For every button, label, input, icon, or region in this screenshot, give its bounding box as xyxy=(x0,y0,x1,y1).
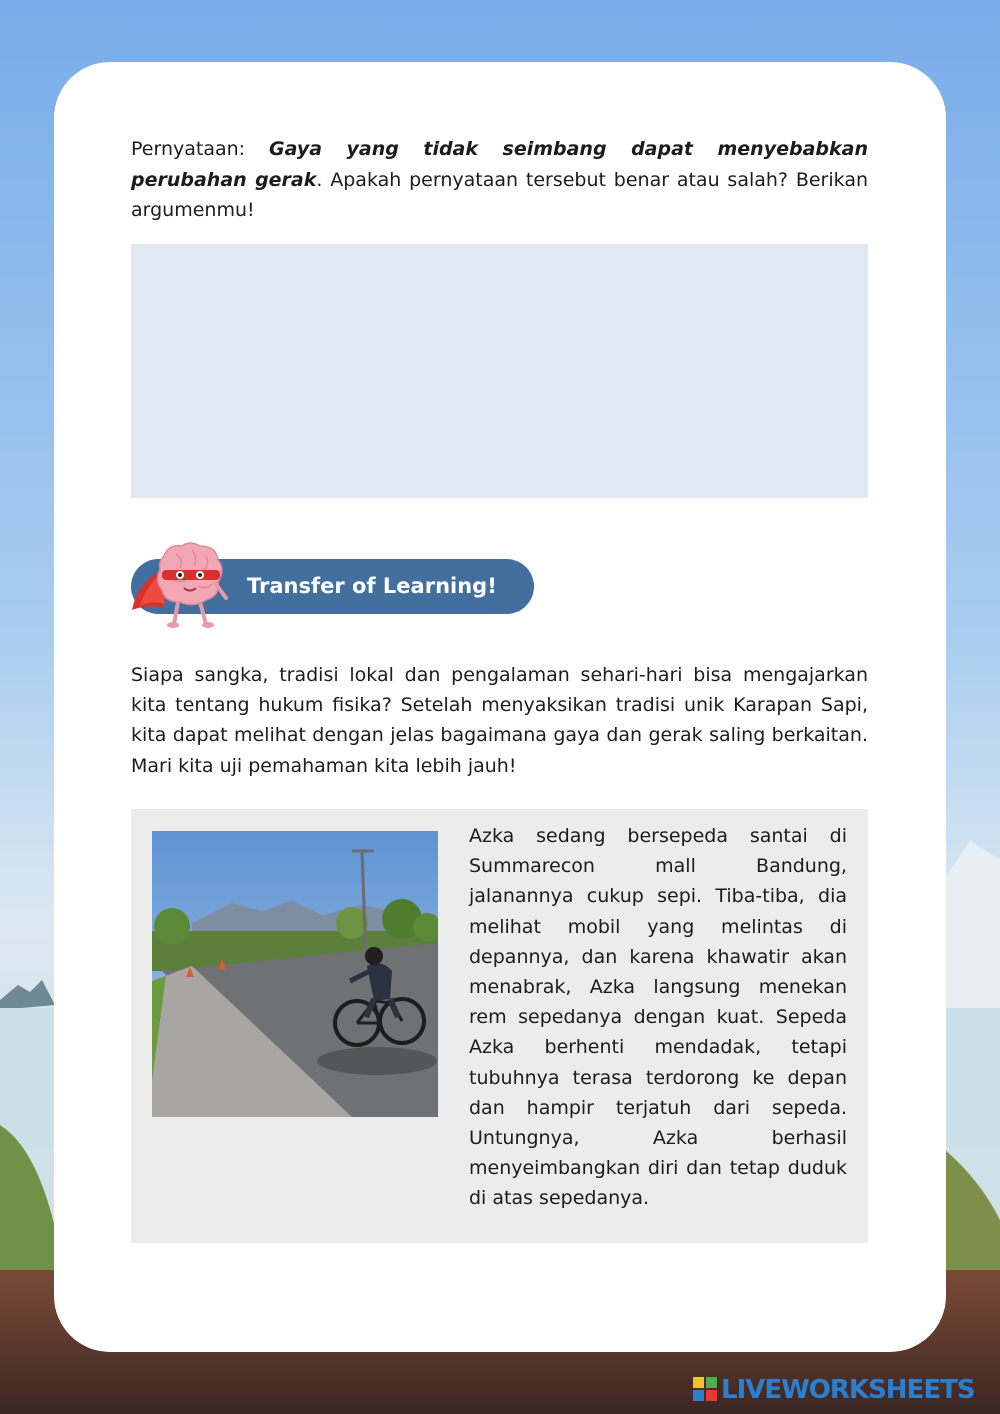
brain-mascot-icon xyxy=(128,540,238,632)
watermark xyxy=(693,1374,993,1408)
cyclist-photo xyxy=(152,831,438,1117)
question-statement xyxy=(131,134,868,226)
story-paragraph: Azka sedang bersepeda santai di Summarecon mall Bandung, jalanannya cukup sepi. Tiba-tiba, dia melihat mobil yang melintas di depannya, dan karena khawatir akan menabrak, Azka langsung menekan rem sepedanya dengan kuat. Sepeda Azka berhenti mendadak, tetapi tubuhnya terasa terdorong ke depan dan hampir terjatuh dari sepeda. Untungnya, Azka berhasil menyeimbangkan diri dan tetap duduk di atas sepedanya. xyxy=(469,825,847,1210)
statement-label: Pernyataan: xyxy=(131,138,269,160)
statement-highlight: Gaya yang tidak seimbang dapat menyebabkan perubahan gerak xyxy=(131,138,868,191)
banner-title: Transfer of Learning! xyxy=(247,574,497,598)
liveworksheets-logo-icon xyxy=(693,1377,717,1401)
answer-field[interactable] xyxy=(131,244,868,498)
watermark-text: LIVEWORKSHEETS xyxy=(721,1375,975,1405)
intro-paragraph: Siapa sangka, tradisi lokal dan pengalaman sehari-hari bisa mengajarkan kita tentang hukum fisika? Setelah menyaksikan tradisi unik Karapan Sapi, kita dapat melihat dengan jelas bagaimana gaya dan gerak saling berkaitan. Mari kita uji pemahaman kita lebih jauh! xyxy=(131,664,868,777)
statement-prompt: . Apakah pernyataan tersebut benar atau salah? Berikan argumenmu! xyxy=(131,168,868,221)
